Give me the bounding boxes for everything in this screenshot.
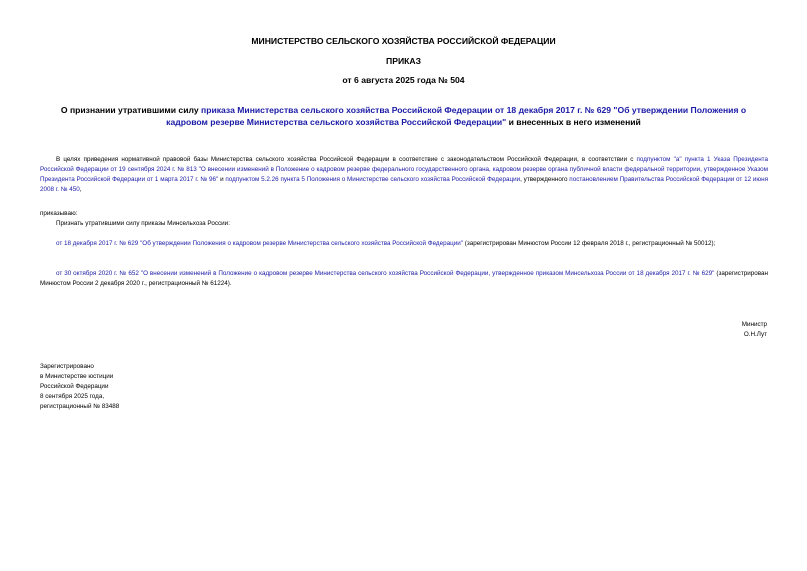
preamble-paragraph [40,155,768,195]
registration-line: в Министерстве юстиции [40,373,114,380]
signatory-name: О.Н.Лут [743,331,767,338]
registration-line: регистрационный № 83488 [40,403,120,410]
repealed-order-item-2 [40,269,768,289]
preamble-text-4: , [79,185,82,193]
regulation-subparagraph-link[interactable]: подпунктом 5.2.26 пункта 5 Положения о Министерстве сельского хозяйства Российской Федерации [225,175,521,183]
repealed-order-1-link[interactable]: от 18 декабря 2017 г. № 629 "Об утверждении Положения о кадровом резерве Министерства сельского хозяйства Российской Федерации" [56,240,463,247]
preamble-text-2: и [218,175,226,183]
repealed-order-1-details: (зарегистрирован Минюстом России 12 февраля 2018 г., регистрационный № 50012); [463,240,716,247]
registration-line: Зарегистрировано [40,363,94,370]
date-number-heading: от 6 августа 2025 года № 504 [342,75,465,85]
subject-prefix: О признании утратившими силу [60,105,202,115]
document-subject [40,104,767,128]
signatory-title: Министр [741,321,767,328]
subject-order-link[interactable]: приказа Министерства сельского хозяйства Российской Федерации от 18 декабря 2017 г. № 629 "Об утверждении Положения о кадровом резерве Министерства сельского хозяйства Российской Федерации" [166,105,747,127]
repealed-order-item-1 [40,239,768,249]
decree-subparagraph-link[interactable]: подпунктом "а" пункта 1 Указа Президента Российской Федерации от 19 сентября 2024 г. № 813 "О внесении изменений в Положение о кадровом резерве федерального государственного органа, кадровом резерве органа публичной власти федеральной территории, утвержденное Указом Президента Российской Федерации от 1 марта 2017 г. № 96" [40,156,768,183]
doc-type-heading: ПРИКАЗ [386,56,421,66]
registration-line: Российской Федерации [40,383,109,390]
government-resolution-link[interactable]: постановлением Правительства Российской Федерации от 12 июня 2008 г. № 450 [40,175,769,193]
ministry-heading: МИНИСТЕРСТВО СЕЛЬСКОГО ХОЗЯЙСТВА РОССИЙСКОЙ ФЕДЕРАЦИИ [251,36,556,46]
declare-line: Признать утратившими силу приказы Минсельхоза России: [56,220,230,227]
preamble-text-3: , утвержденного [520,175,570,183]
preamble-text-1: В целях приведения нормативной правовой базы Министерства сельского хозяйства Российской Федерации в соответствие с законодательством Российской Федерации, в соответствии с [56,156,637,163]
registration-block [40,362,119,412]
registration-line: 8 сентября 2025 года, [40,393,105,400]
repealed-order-2-link[interactable]: от 30 октября 2020 г. № 652 "О внесении изменений в Положение о кадровом резерве Министерства сельского хозяйства Российской Федерации, утвержденное приказом Минсельхоза России от 18 декабря 2017 г. № 629" [56,270,715,277]
repealed-order-2-details: (зарегистрирован Минюстом России 2 декабря 2020 г., регистрационный № 61224). [40,270,768,287]
signature-block [742,320,767,340]
orders-line: приказываю: [40,210,78,217]
subject-suffix: и внесенных в него изменений [506,117,641,127]
